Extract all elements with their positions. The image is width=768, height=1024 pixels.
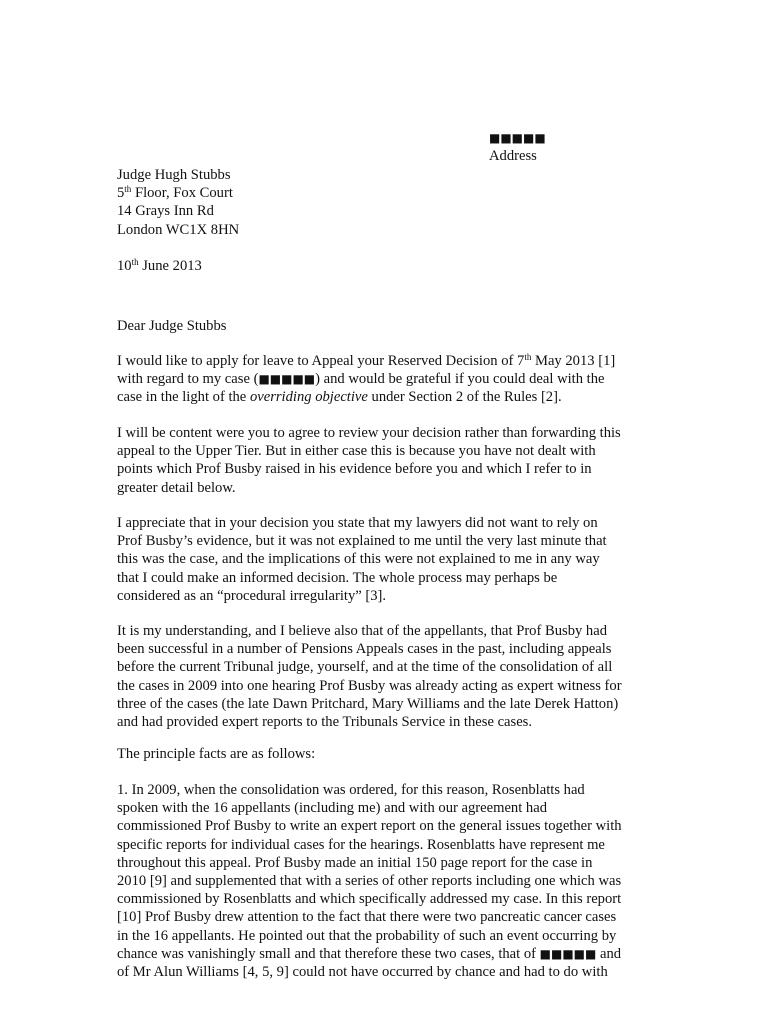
recipient-floor: 5th Floor, Fox Court	[117, 184, 233, 202]
paragraph-3: I appreciate that in your decision you state that my lawyers did not want to rely on Prof Busby’s evidence, but it was not explained to me until the very last minute that this was the case, and the implications of this were not explained to me in any way that I could make an informed decision. The whole process may perhaps be considered as an “procedural irregularity” [3].	[117, 515, 607, 604]
paragraph-6: 1. In 2009, when the consolidation was ordered, for this reason, Rosenblatts had spoken with the 16 appellants (including me) and with our agreement had commissioned Prof Busby to write an expert report on the general issues together with specific reports for individual cases for the hearings. Rosenblatts have represent me throughout this appeal. Prof Busby made an initial 150 page report for the case in 2010 [9] and supplemented that with a series of other reports including one which was commissioned by Rosenblatts and which specifically addressed my case. In this report [10] Prof Busby drew attention to the fact that there were two pancreatic cancer cases in the 16 appellants. He pointed out that the probability of such an event occurring by chance was vanishingly small and that therefore these two cases, that of ■■■■■ and of Mr Alun Williams [4, 5, 9] could not have occurred by chance and had to do with	[117, 782, 622, 981]
sender-address: Address	[489, 148, 537, 165]
recipient-name: Judge Hugh Stubbs	[117, 167, 231, 183]
recipient-street: 14 Grays Inn Rd	[117, 203, 214, 220]
sender-block	[489, 129, 546, 165]
paragraph-4: It is my understanding, and I believe also that of the appellants, that Prof Busby had been successful in a number of Pensions Appeals cases in the past, including appeals before the current Tribunal judge, yourself, and at the time of the consolidation of all the cases in 2009 into one hearing Prof Busby was already acting as expert witness for three of the cases (the late Dawn Pritchard, Mary Williams and the late Derek Hatton) and had provided expert reports to the Tribunals Service in these cases.	[117, 623, 622, 731]
salutation: Dear Judge Stubbs	[117, 318, 227, 334]
overriding-objective-text: overriding objective	[249, 389, 368, 406]
redacted-case-ref: ■■■■■	[258, 372, 316, 387]
paragraph-1: I would like to apply for leave to Appeal your Reserved Decision of 7th May 2013 [1] with regard to my case (■■■■■) and would be grateful if you could deal with the case in the light of the overriding objective under Section 2 of the Rules [2].	[117, 352, 616, 406]
paragraph-5: The principle facts are as follows:	[117, 746, 316, 762]
paragraph-2: I will be content were you to agree to review your decision rather than forwarding this appeal to the Upper Tier. But in either case this is because you have not dealt with points which Prof Busby raised in his evidence before you and which I refer to in greater detail below.	[117, 425, 621, 496]
redacted-name: ■■■■■	[539, 946, 597, 961]
recipient-block	[117, 166, 677, 239]
recipient-city: London WC1X 8HN	[117, 221, 240, 238]
letter-date: 10th June 2013	[117, 257, 202, 274]
redacted-sender-name: ■■■■■	[489, 131, 546, 145]
